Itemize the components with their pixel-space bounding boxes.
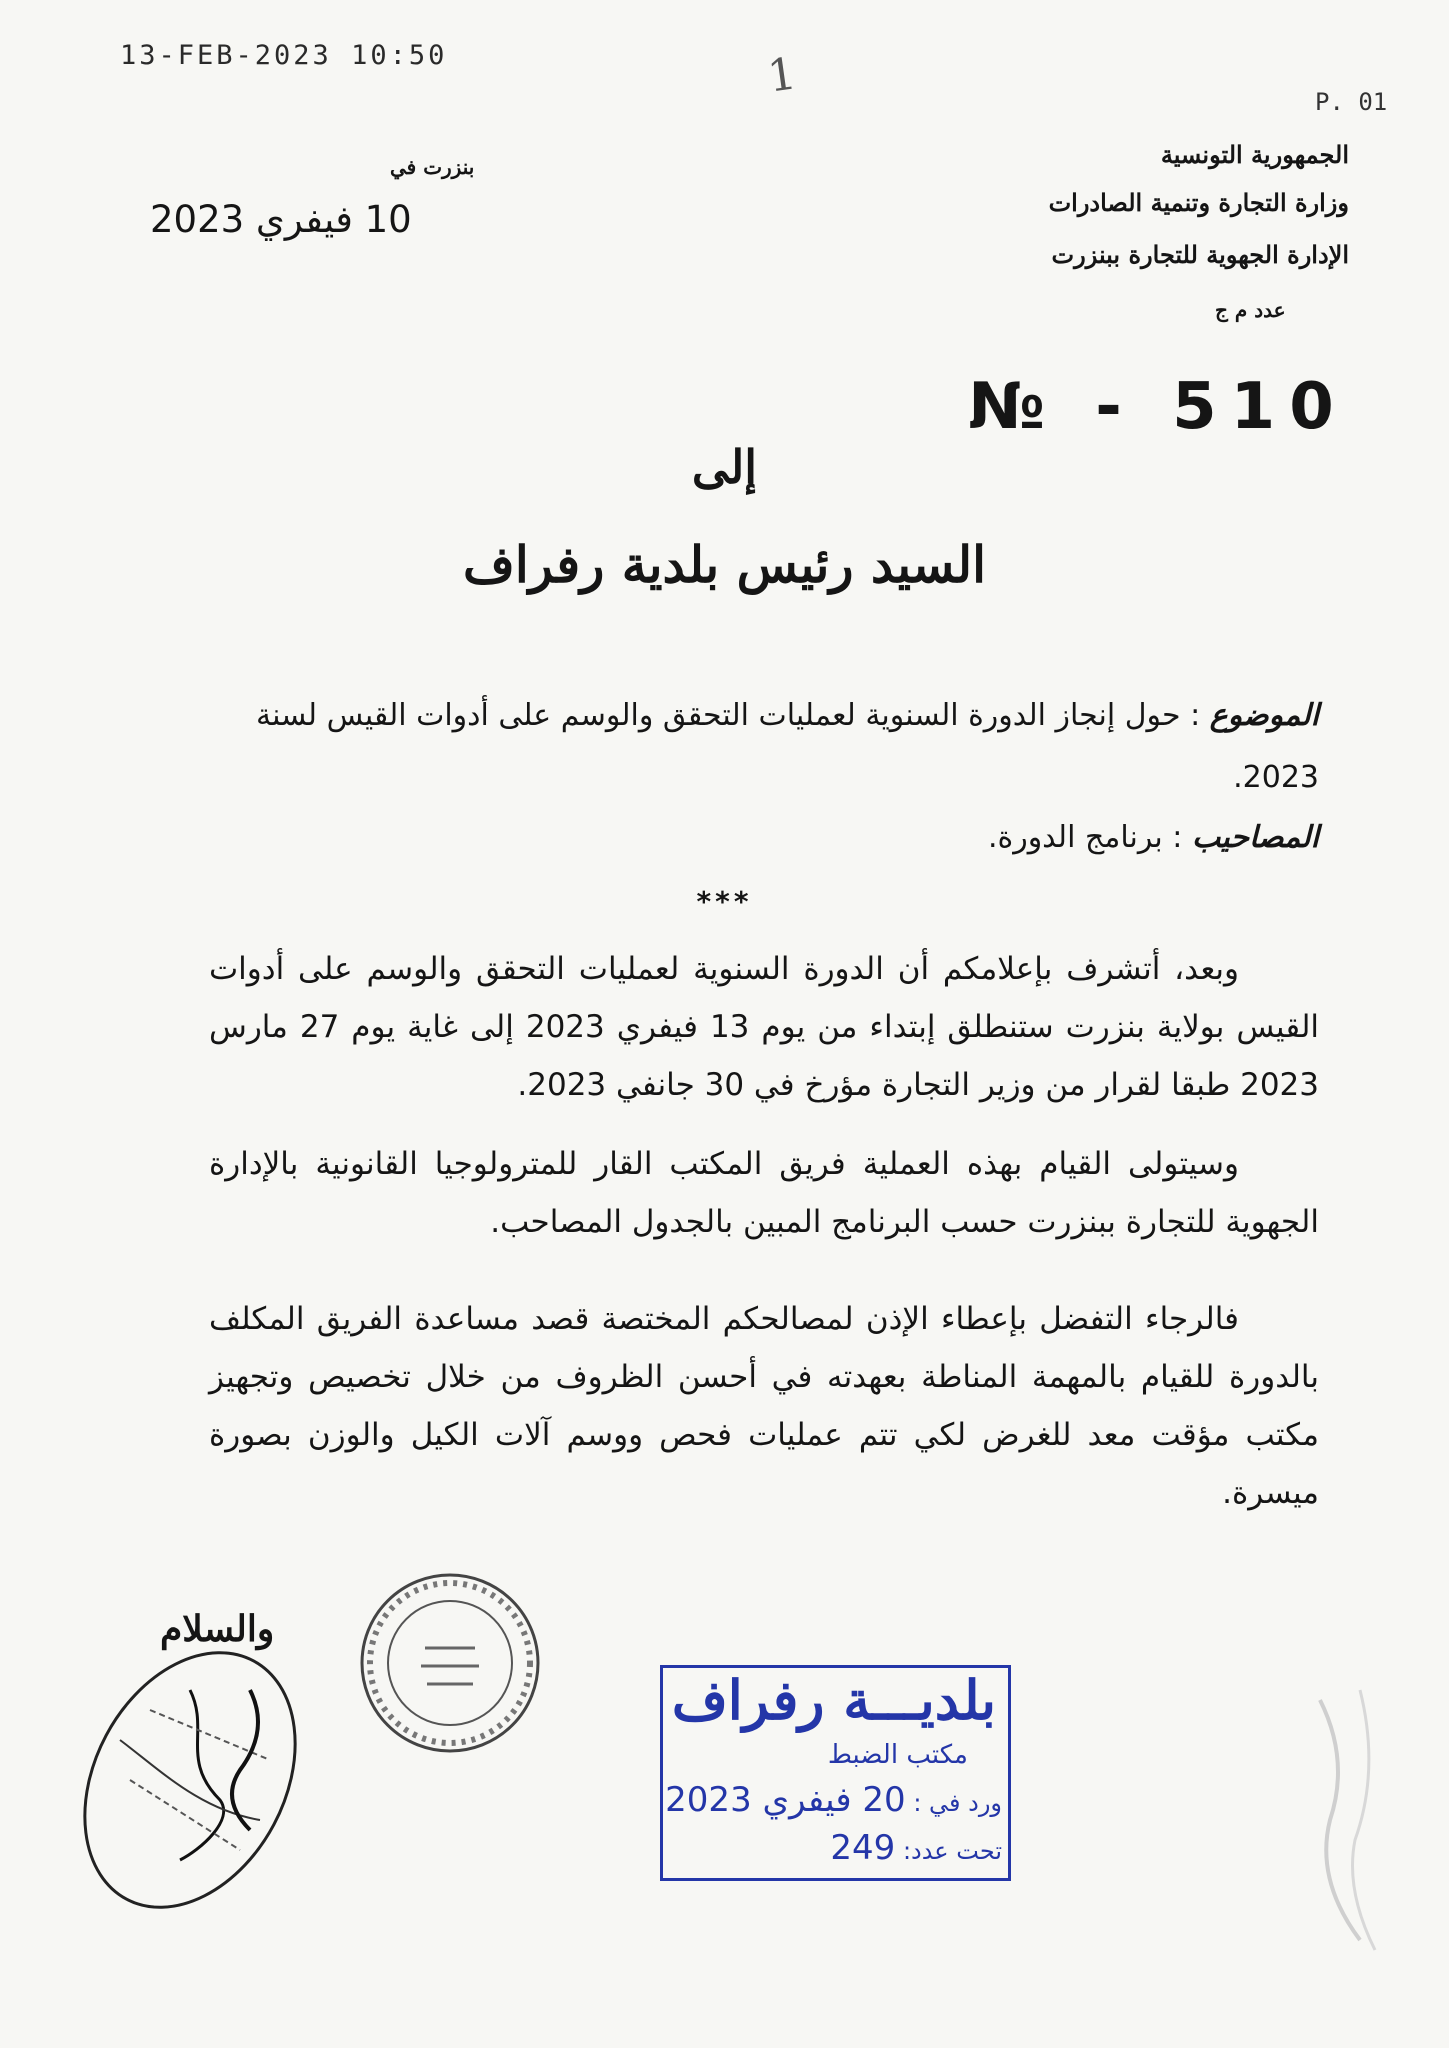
subject-line bbox=[219, 685, 1319, 809]
to-label: إلى bbox=[691, 440, 758, 494]
body-paragraph-2-text: وسيتولى القيام بهذه العملية فريق المكتب القار للمترولوجيا القانونية بالإدارة الجهوية للتجارة ببنزرت حسب البرنامج المبين بالجدول المصاحب. bbox=[209, 1146, 1319, 1240]
subject-label: الموضوع bbox=[1209, 698, 1319, 733]
reference-number-stamp: № ‑ 510 bbox=[968, 370, 1348, 444]
received-stamp-title: بلديـــة رفراف bbox=[671, 1668, 996, 1732]
received-date-value: 20 فيفري 2023 bbox=[665, 1780, 906, 1820]
received-number-label: تحت عدد: bbox=[902, 1837, 1002, 1865]
received-stamp bbox=[660, 1665, 1011, 1881]
sender-republic: الجمهورية التونسية bbox=[1160, 140, 1349, 169]
separator: *** bbox=[696, 885, 753, 918]
attachments-line bbox=[988, 820, 1319, 855]
received-stamp-office: مكتب الضبط bbox=[827, 1740, 968, 1770]
fax-header-timestamp: 13-FEB-2023 10:50 bbox=[120, 40, 448, 71]
received-number-row bbox=[830, 1828, 1002, 1868]
body-paragraph-3-text: فالرجاء التفضل بإعطاء الإذن لمصالحكم المختصة قصد مساعدة الفريق المكلف بالدورة للقيام بالمهمة المناطة بعهدته في أحسن الظروف من خلال تخصيص وتجهيز مكتب مؤقت معد للغرض لكي تتم عمليات فحص ووسم آلات الكيل والوزن بصورة ميسرة. bbox=[209, 1301, 1319, 1511]
closing-salutation: والسلام bbox=[160, 1608, 275, 1650]
sender-directorate: الإدارة الجهوية للتجارة ببنزرت bbox=[1051, 240, 1349, 269]
sender-ministry: وزارة التجارة وتنمية الصادرات bbox=[1048, 188, 1349, 217]
letter-date-stamp: 10 فيفري 2023 bbox=[150, 198, 412, 241]
reference-label: عدد م ج bbox=[1215, 298, 1286, 322]
body-paragraph-1-text: وبعد، أتشرف بإعلامكم أن الدورة السنوية لعمليات التحقق والوسم على أدوات القيس بولاية بنزرت ستنطلق إبتداء من يوم 13 فيفري 2023 إلى غاية يوم 27 مارس 2023 طبقا لقرار من وزير التجارة مؤرخ في 30 جانفي 2023. bbox=[209, 951, 1320, 1103]
faint-back-stamp bbox=[1300, 1670, 1420, 1970]
signature-oval-seal bbox=[60, 1620, 340, 1920]
attachments-text: : برنامج الدورة. bbox=[987, 820, 1183, 855]
attachments-label: المصاحيب bbox=[1191, 820, 1319, 855]
handwritten-page-mark: 1 bbox=[764, 48, 800, 103]
recipient: السيد رئيس بلدية رفراف bbox=[463, 535, 986, 594]
subject-text: : حول إنجاز الدورة السنوية لعمليات التحقق والوسم على أدوات القيس لسنة 2023. bbox=[256, 698, 1319, 795]
body-paragraph-2 bbox=[209, 1135, 1319, 1251]
received-date-label: ورد في : bbox=[913, 1789, 1002, 1817]
directorate-round-seal bbox=[355, 1568, 545, 1758]
body-paragraph-3 bbox=[209, 1290, 1319, 1522]
letter-place: بنزرت في bbox=[390, 155, 475, 179]
received-number-value: 249 bbox=[830, 1828, 896, 1868]
fax-page-number: P. 01 bbox=[1315, 88, 1388, 116]
received-date-row bbox=[665, 1780, 1002, 1820]
body-paragraph-1 bbox=[209, 940, 1319, 1114]
